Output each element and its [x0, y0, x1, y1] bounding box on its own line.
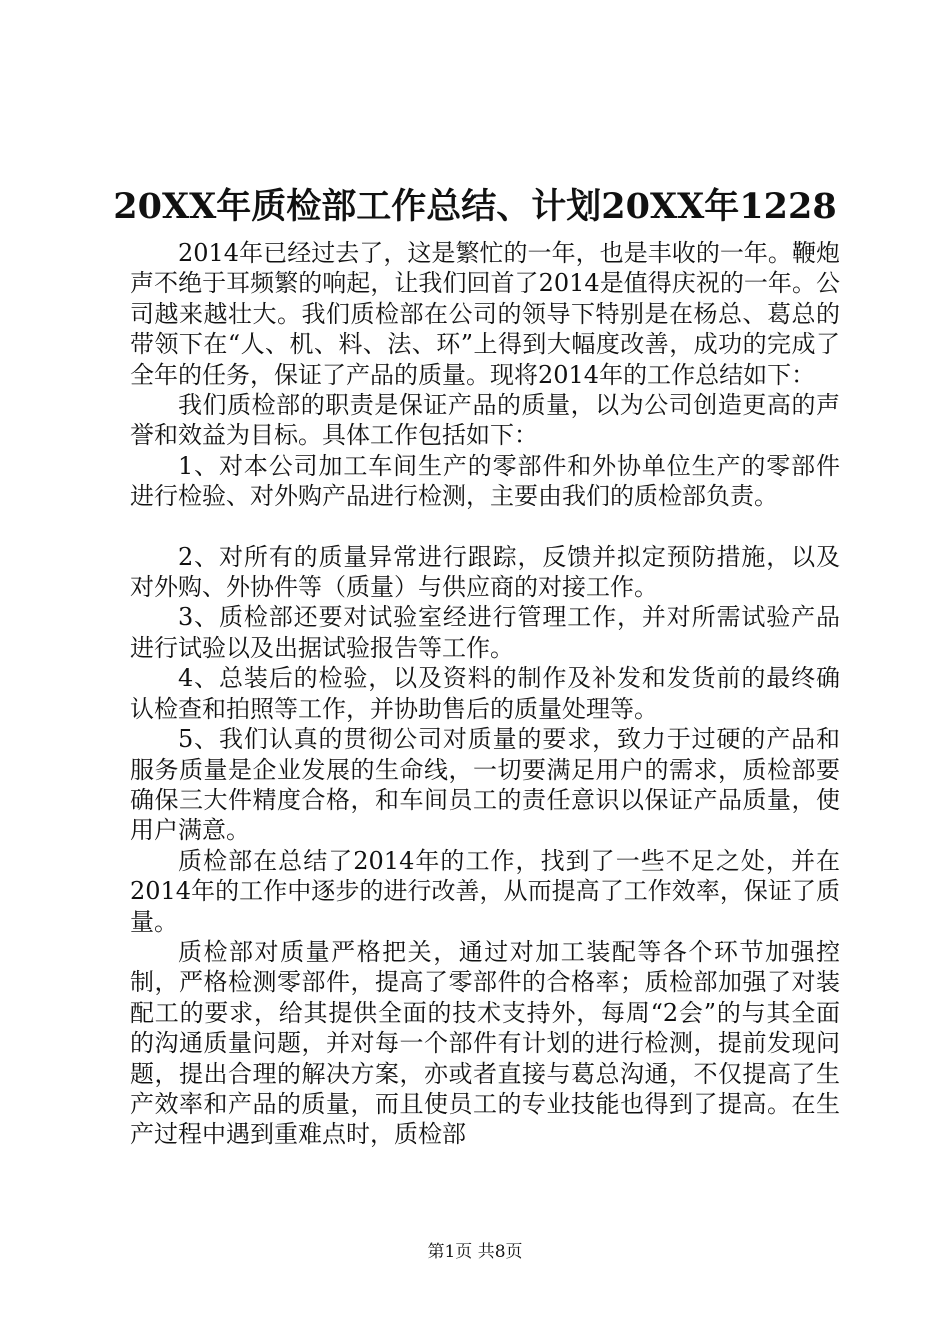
paragraph-item-3: 3、质检部还要对试验室经进行管理工作，并对所需试验产品进行试验以及出据试验报告等工作。 — [130, 603, 840, 662]
paragraph-intro: 2014年已经过去了，这是繁忙的一年，也是丰收的一年。鞭炮声不绝于耳频繁的响起，让我们回首了2014是值得庆祝的一年。公司越来越壮大。我们质检部在公司的领导下特别是在杨总、葛总的带领下在“人、机、料、法、环”上得到大幅度改善，成功的完成了全年的任务，保证了产品的质量。现将2014年的工作总结如下： — [130, 239, 840, 389]
paragraph-item-5: 5、我们认真的贯彻公司对质量的要求，致力于过硬的产品和服务质量是企业发展的生命线，一切要满足用户的需求，质检部要确保三大件精度合格，和车间员工的责任意识以保证产品质量，使用户满意。 — [130, 725, 840, 845]
page-number-footer: 第1页 共8页 — [427, 1242, 523, 1262]
paragraph-summary: 质检部在总结了2014年的工作，找到了一些不足之处，并在2014年的工作中逐步的进行改善，从而提高了工作效率，保证了质量。 — [130, 846, 840, 936]
paragraph-quality-control: 质检部对质量严格把关，通过对加工装配等各个环节加强控制，严格检测零部件，提高了零部件的合格率；质检部加强了对装配工的要求，给其提供全面的技术支持外，每周“2会”的与其全面的沟通质量问题，并对每一个部件有计划的进行检测，提前发现问题，提出合理的解决方案，亦或者直接与葛总沟通，不仅提高了生产效率和产品的质量，而且使员工的专业技能也得到了提高。在生产过程中遇到重难点时，质检部 — [130, 937, 840, 1149]
paragraph-item-2: 2、对所有的质量异常进行跟踪，反馈并拟定预防措施，以及对外购、外协件等（质量）与供应商的对接工作。 — [130, 542, 840, 602]
document-title: 20XX年质检部工作总结、计划20XX年1228 — [113, 186, 837, 227]
paragraph-item-1: 1、对本公司加工车间生产的零部件和外协单位生产的零部件进行检验、对外购产品进行检测，主要由我们的质检部负责。 — [130, 451, 840, 511]
paragraph-item-4: 4、总装后的检验，以及资料的制作及补发和发货前的最终确认检查和拍照等工作，并协助售后的质量处理等。 — [130, 664, 840, 723]
paragraph-duties: 我们质检部的职责是保证产品的质量，以为公司创造更高的声誉和效益为目标。具体工作包括如下： — [130, 391, 840, 450]
document-body — [130, 238, 840, 1150]
